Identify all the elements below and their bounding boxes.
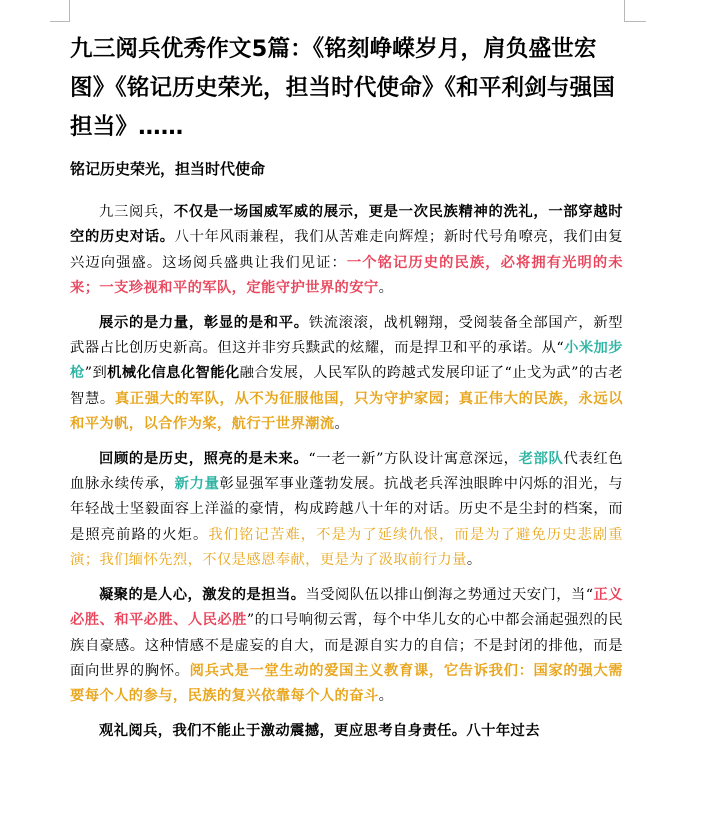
paragraph-2-body: 铁流滚滚，战机翱翔，受阅装备全部国产，新型武器占比创历史新高。但这并非穷兵黩武的炫耀，而是捍卫和平的承诺。从“ xyxy=(70,314,623,357)
paragraph-1-end: 。 xyxy=(378,280,394,297)
paragraph-2-end: 。 xyxy=(334,416,350,433)
paragraph-3-highlight: 我们铭记苦难，不是为了延续仇恨，而是为了避免历史悲剧重演；我们缅怀先烈，不仅是感恩奉献，更是为了汲取前行力量 xyxy=(70,526,623,569)
paragraph-4-heading: 凝聚的是人心，激发的是担当。 xyxy=(99,586,306,603)
paragraph-1-bold: 不仅是一场国威军威的展示，更是一次民族精神的洗礼，一部穿越时空的历史对话。 xyxy=(70,204,624,246)
paragraph-2-to: ”到 xyxy=(84,365,108,382)
paragraph-1-highlight: 一个铭记历史的民族，必将拥有光明的未来；一支珍视和平的军队，定能守护世界的安宁 xyxy=(70,254,623,297)
paragraph-4-highlight: 阅兵式是一堂生动的爱国主义教育课，它告诉我们：国家的强大需要每个人的参与，民族的复兴依靠每个人的奋斗 xyxy=(70,662,623,705)
paragraph-3-term-new: 新力量 xyxy=(174,476,220,493)
paragraph-3-term-old: 老部队 xyxy=(518,450,564,467)
paragraph-4-body-2: ”的口号响彻云霄，每个中华儿女的心中都会涌起强烈的民族自豪感。这种情感不是虚妄的自大，而是源自实力的自信；不是封闭的排他，而是面向世界的胸怀。 xyxy=(70,612,623,679)
paragraph-2-body-2: 融合发展，人民军队的跨越式发展印证了“止戈为武”的古老智慧。 xyxy=(70,365,623,407)
paragraph-4 xyxy=(70,583,623,710)
paragraph-3-end: 。 xyxy=(466,552,482,569)
paragraph-3-body-3: 彰显强军事业蓬勃发展。抗战老兵浑浊眼眸中闪烁的泪光，与年轻战士坚毅面容上洋溢的豪情，构成跨越八十年的对话。历史不是尘封的档案，而是照亮前路的火炬。 xyxy=(70,476,623,543)
paragraph-5-heading: 观礼阅兵，我们不能止于激动震撼，更应思考自身责任。八十年过去 xyxy=(99,722,540,739)
page-corner-mark-left xyxy=(50,0,70,22)
page-corner-mark-right xyxy=(624,0,646,22)
paragraph-5 xyxy=(70,719,623,744)
paragraph-3-body-2: 代表红色血脉永续传承， xyxy=(70,450,623,493)
document-page xyxy=(70,30,623,744)
document-title: 九三阅兵优秀作文5篇：《铭刻峥嵘岁月，肩负盛世宏图》《铭记历史荣光，担当时代使命》《和平利剑与强国担当》…… xyxy=(70,36,616,140)
paragraph-2-term-rifle: 小米加步枪 xyxy=(70,340,623,382)
paragraph-3 xyxy=(70,447,623,574)
paragraph-4-end: 。 xyxy=(378,688,394,705)
paragraph-2 xyxy=(70,311,623,438)
paragraph-4-slogan: 正义必胜、和平必胜、人民必胜 xyxy=(70,586,623,629)
paragraph-1-body: 八十年风雨兼程，我们从苦难走向辉煌；新时代号角嘹亮，我们由复兴迈向强盛。这场阅兵盛典让我们见证： xyxy=(70,229,623,271)
paragraph-3-body: “一老一新”方队设计寓意深远， xyxy=(308,450,519,467)
paragraph-1 xyxy=(70,200,623,302)
paragraph-2-term-modernization: 机械化信息化智能化 xyxy=(107,365,240,382)
paragraph-3-heading: 回顾的是历史，照亮的是未来。 xyxy=(99,450,309,467)
paragraph-2-heading: 展示的是力量，彰显的是和平。 xyxy=(99,314,309,331)
document-subtitle: 铭记历史荣光，担当时代使命 xyxy=(70,160,266,178)
paragraph-4-body: 当受阅队伍以排山倒海之势通过天安门，当“ xyxy=(305,586,594,603)
paragraph-1-lead: 九三阅兵， xyxy=(99,204,174,220)
paragraph-2-highlight: 真正强大的军队，从不为征服他国，只为守护家园；真正伟大的民族，永远以和平为帆，以合作为桨，航行于世界潮流 xyxy=(70,390,623,433)
